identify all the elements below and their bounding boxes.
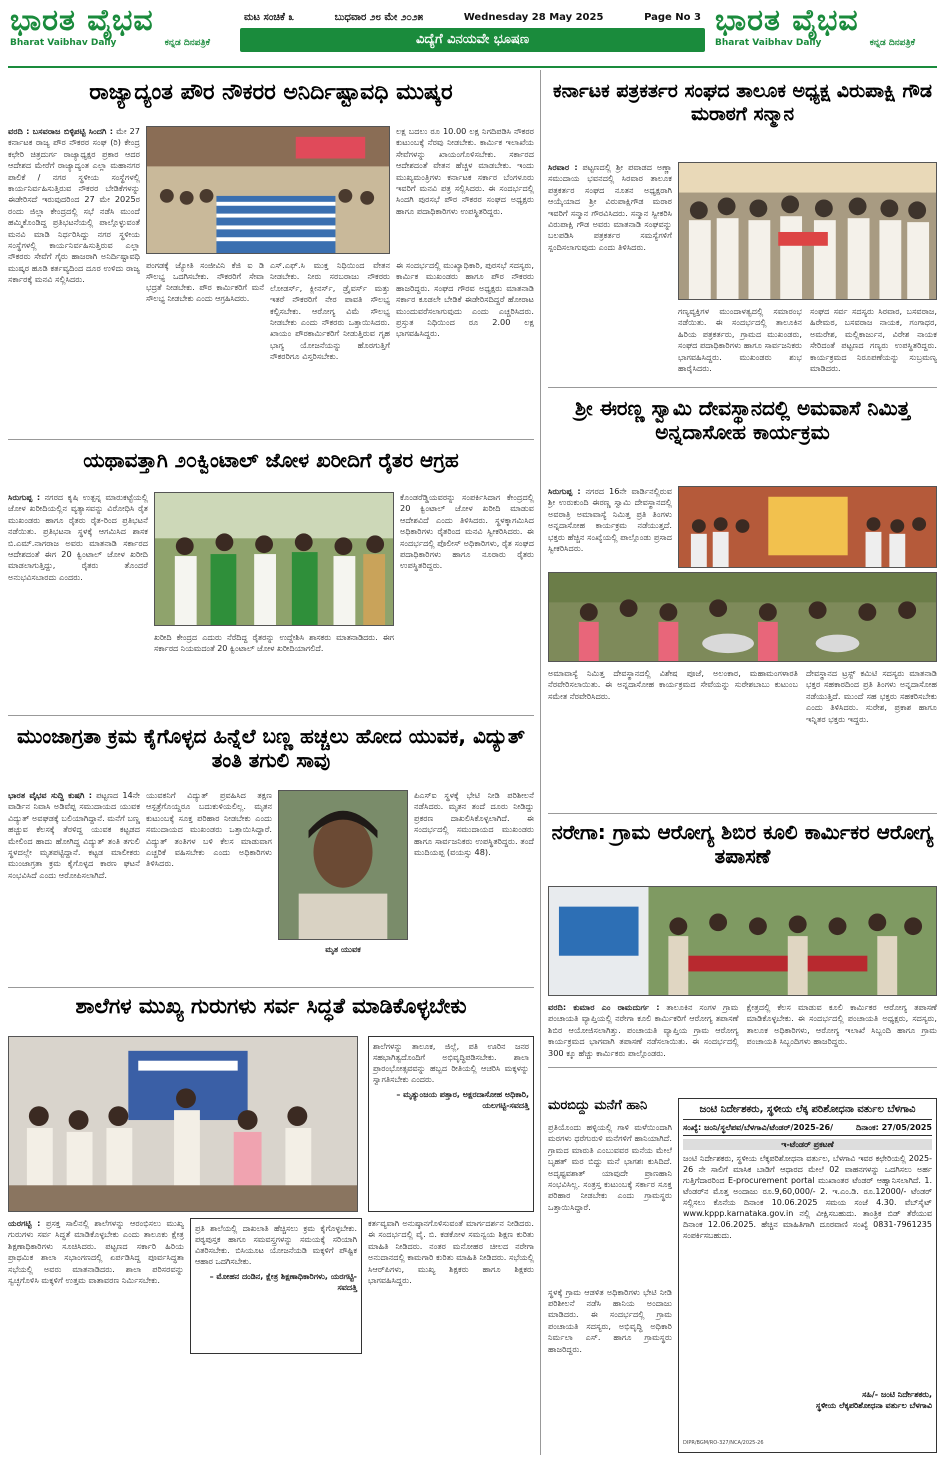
dateline: ಭಾರತ ವೈಭವ ಸುದ್ದಿ ಕುಷಗಿ : <box>8 790 93 800</box>
article-journalist-honor <box>548 80 937 388</box>
article-body-col3 <box>810 306 937 384</box>
article-body-col3 <box>414 790 534 984</box>
dateline: ಯರಗಟ್ಟಿ : <box>8 1218 41 1228</box>
dateline: ಸಿರುಗುಪ್ಪ : <box>548 486 581 496</box>
article-text: ಕ್ಷೇತ್ರದಲ್ಲಿ ಕೆಲಸ ಮಾಡುವ ಕೂಲಿ ಕಾರ್ಮಿಕರ ಆರೋಗ್ಯ ತಪಾಸಣೆ ಮಾಡಿಕೊಳ್ಳಬೇಕು. ಈ ಸಂದರ್ಭದಲ್ಲಿ ಪಂಚಾಯತಿ ಅಧ್ಯಕ್ಷರು, ಸದಸ್ಯರು, ತಾಲೂಕ ಅಧಿಕಾರಿಗಳು, ಆರೋಗ್ಯ ಇಲಾಖೆ ಸಿಬ್ಬಂದಿ ಹಾಗೂ ಗ್ರಾಮ ಪಂಚಾಯತಿ ಸಿಬ್ಬಂದಿಗಳು ಹಾಜರಿದ್ದರು. <box>746 1002 937 1047</box>
victim-photo <box>278 790 408 940</box>
brand-logo-left <box>10 4 230 60</box>
date-kannada: ಬುಧವಾರ ೨೮ ಮೇ ೨೦೨೫ <box>334 11 424 23</box>
brand-sub <box>10 38 210 48</box>
tender-notice <box>678 1098 937 1453</box>
quote-text: ಶಾಲೆಗಳನ್ನು ತಾಲೂಕ, ಜಿಲ್ಲೆ, ಪತಿ ಊರಿನ ಜನರ ಸಹಭಾಗಿತ್ವದೊಂದಿಗೆ ಅಭಿವೃದ್ಧಿಪಡಿಸಬೇಕು. ಶಾಲಾ ಪ್ರಾರಂಭೋತ್ಸವವನ್ನು ಹಬ್ಬದ ರೀತಿಯಲ್ಲಿ ಆಚರಿಸಿ ಮಕ್ಕಳನ್ನು ಸ್ವಾಗತಿಸಬೇಕು ಎಂದರು. <box>373 1042 529 1084</box>
tender-sign-2: ಸ್ಥಳೀಯ ಲೆಕ್ಕಪರಿಶೋಧನಾ ವರ್ತುಲ ಬೆಳಗಾವಿ <box>815 1401 932 1410</box>
tender-tag: ಇ-ಟೆಂಡರ್ ಪ್ರಕಟಣೆ <box>683 1139 932 1150</box>
headline: ಮರಬಿದ್ದು ಮನೆಗೆ ಹಾನಿ <box>548 1098 648 1113</box>
quote-text: ಪ್ರತಿ ಶಾಲೆಯಲ್ಲಿ ದಾಖಲಾತಿ ಹೆಚ್ಚಿಸಲು ಕ್ರಮ ಕೈಗೊಳ್ಳಬೇಕು. ಪಠ್ಯಪುಸ್ತಕ ಹಾಗೂ ಸಮವಸ್ತ್ರಗಳನ್ನು ಸಮಯಕ್ಕೆ ಸರಿಯಾಗಿ ವಿತರಿಸಬೇಕು. ಬಿಸಿಯೂಟ ಯೋಜನೆಯಡಿ ಮಕ್ಕಳಿಗೆ ಪೌಷ್ಟಿಕ ಆಹಾರ ಒದಗಿಸಬೇಕು. <box>195 1224 357 1266</box>
photo-caption: ಪಂಗಡಕ್ಕೆ ಜ್ಯೋತಿ ಸಂಜೀವಿನಿ ಕೆಜಿ ಐ ಡಿ ಸೌಲಭ್ಯ ಒದಗಿಸಬೇಕು. ನೌಕರರಿಗೆ ಸೇವಾ ಭದ್ರತೆ ನೀಡಬೇಕು. ಪೌರ ಕಾರ್ಮಿಕರಿಗೆ ಮನೆ ಸೌಲಭ್ಯ ನೀಡಬೇಕು ಎಂದು ಆಗ್ರಹಿಸಿದರು. <box>146 261 264 303</box>
article-text: ಸಂಘದ ಸರ್ವ ಸದಸ್ಯರು ಸಿರವಾರ, ಬಸವರಾಜ, ಹಿರೇಮಠ, ಬಸವರಾಜ ನಾಯಕ, ಗಂಗಾಧರ, ಅಮರೇಶ, ಮಲ್ಲಿಕಾರ್ಜುನ, ವಿರೇಶ ನಾಯಕ ಸೇರಿದಂತೆ ಪಟ್ಟಣದ ಗಣ್ಯರು ಉಪಸ್ಥಿತರಿದ್ದರು. ಕಾರ್ಯಕ್ರಮದ ನಿರೂಪಣೆಯನ್ನು ಸುಬ್ರಮಣ್ಯ ಮಾಡಿದರು. <box>810 306 937 374</box>
article-body-col2 <box>146 790 272 984</box>
dateline: ಸಿರುಗುಪ್ಪ : <box>8 492 41 502</box>
brand-tagline: ಕನ್ನಡ ದಿನಪತ್ರಿಕೆ <box>869 38 915 48</box>
tender-ref: ಸಂಖ್ಯೆ: ಜಂನಿ/ಸ್ಥಲೆಪವ/ಬೆಳಗಾವಿ/ಟೆಂಡರ್/2025-26/ <box>683 1123 834 1132</box>
tender-date: ದಿನಾಂಕ: 27/05/2025 <box>856 1123 932 1132</box>
article-body-col2 <box>396 126 534 254</box>
article-body-col1 <box>8 790 140 984</box>
article-text: ಈ ಸಂದರ್ಭದಲ್ಲಿ ಮುಖ್ಯಾಧಿಕಾರಿ, ಪುರಸಭೆ ಸದಸ್ಯರು, ಕಾರ್ಮಿಕ ಮುಖಂಡರು ಹಾಗೂ ಪೌರ ನೌಕರರು ಹಾಜರಿದ್ದರು. ಸಂಘದ ಗೌರವ ಅಧ್ಯಕ್ಷರು ಮಾತನಾಡಿ ಸರ್ಕಾರ ಕೂಡಲೇ ಬೇಡಿಕೆ ಈಡೇರಿಸದಿದ್ದರೆ ಹೋರಾಟ ಮುಂದುವರೆಸಲಾಗುವುದು ಎಂದು ಎಚ್ಚರಿಸಿದರು. ಪ್ರಸ್ತುತ ನಿಧಿಯಿಂದ ರೂ 2.00 ಲಕ್ಷ ಭಾಗವಹಿಸಿದ್ದರು. <box>396 260 534 339</box>
article-text <box>8 790 140 984</box>
article-text: ಲಕ್ಷ ಬದಲು ರೂ 10.00 ಲಕ್ಷ ನಿಗದಿಪಡಿಸಿ ನೌಕರರ ಕುಟುಂಬಕ್ಕೆ ನೆರವು ನೀಡಬೇಕು. ಕಾರ್ಮಿಕ ಇಲಾಖೆಯ ಸೇವೆಗಳನ್ನು ಖಾಯಂಗೊಳಿಸಬೇಕು. ಸರ್ಕಾರದ ಆದೇಶದಂತೆ ವೇತನ ಹೆಚ್ಚಳ ಮಾಡಬೇಕು. ಇಂದು ಮುಖ್ಯಮಂತ್ರಿಗಳು ಕರ್ನಾಟಕ ಸರ್ಕಾರ ಬೆಂಗಳೂರು ಇವರಿಗೆ ಮನವಿ ಪತ್ರ ಸಲ್ಲಿಸಿದರು. ಈ ಸಂದರ್ಭದಲ್ಲಿ ಸಿಂದಗಿ ಪುರಸಭೆ ಪೌರ ನೌಕರರ ಸಂಘದ ಅಧ್ಯಕ್ಷರು ಹಾಗೂ ಪದಾಧಿಕಾರಿಗಳು ಉಪಸ್ಥಿತರಿದ್ದರು. <box>396 126 534 216</box>
photo-caption: ಖರೀದಿ ಕೇಂದ್ರದ ಎದುರು ನೆರೆದಿದ್ದ ರೈತರನ್ನು ಉದ್ದೇಶಿಸಿ ಶಾಸಕರು ಮಾತನಾಡಿದರು. ಈಗ ಸರ್ಕಾರದ ನಿಯಮದಂತೆ 20 ಕ್ವಿಂಟಾಲ್ ಜೋಳ ಖರೀದಿಯಾಗಲಿದೆ. <box>154 633 394 653</box>
page-number: Page No 3 <box>644 11 701 23</box>
body-text: ಪ್ರಸಕ್ತ ಸಾಲಿನಲ್ಲಿ ಶಾಲೆಗಳನ್ನು ಆರಂಭಿಸಲು ಮುಖ್ಯ ಗುರುಗಳು ಸರ್ವ ಸಿದ್ಧತೆ ಮಾಡಿಕೊಳ್ಳಬೇಕು ಎಂದು ತಾಲೂಕು ಕ್ಷೇತ್ರ ಶಿಕ್ಷಣಾಧಿಕಾರಿಗಳು ಸೂಚಿಸಿದರು. ಪಟ್ಟಣದ ಸರ್ಕಾರಿ ಹಿರಿಯ ಪ್ರಾಥಮಿಕ ಶಾಲಾ ಸಭಾಂಗಣದಲ್ಲಿ ಏರ್ಪಡಿಸಿದ್ದ ಪೂರ್ವಸಿದ್ಧತಾ ಸಭೆಯಲ್ಲಿ ಅವರು ಮಾತನಾಡಿದರು. ಶಾಲಾ ಪರಿಸರವನ್ನು ಸ್ವಚ್ಛಗೊಳಿಸಿ ಮಕ್ಕಳಿಗೆ ಉತ್ತಮ ವಾತಾವರಣ ನಿರ್ಮಿಸಬೇಕು. <box>8 1218 184 1286</box>
article-body-col1 <box>548 162 672 384</box>
headline: ಮುಂಜಾಗ್ರತಾ ಕ್ರಮ ಕೈಗೊಳ್ಳದ ಹಿನ್ನೆಲೆ ಬಣ್ಣ ಹಚ್ಚಲು ಹೋದ ಯುವಕ, ವಿದ್ಯುತ್ ತಂತಿ ತಗುಲಿ ಸಾವು <box>16 724 526 772</box>
article-temple-annadasoha <box>548 396 937 814</box>
meeting-photo <box>8 1036 358 1212</box>
health-camp-photo <box>548 886 937 996</box>
body-text: ತಾಲೂಕಿನ ಸಂಗಳ ಗ್ರಾಮ ಪಂಚಾಯತಿ ವ್ಯಾಪ್ತಿಯಲ್ಲಿ ನರೇಗಾ ಕೂಲಿ ಕಾರ್ಮಿಕರಿಗೆ ಆರೋಗ್ಯ ತಪಾಸಣೆ ಶಿಬಿರ ಆಯೋಜಿಸಲಾಗಿತ್ತು. ಪಂಚಾಯತಿ ವ್ಯಾಪ್ತಿಯ ಗ್ರಾಮ ಆರೋಗ್ಯ ಕಾರ್ಯಕ್ರಮದ ಭಾಗವಾಗಿ ತಪಾಸಣೆ ನಡೆಸಲಾಯಿತು. ಈ ಸಂದರ್ಭದಲ್ಲಿ 300 ಕ್ಕೂ ಹೆಚ್ಚು ಕಾರ್ಮಿಕರು ಪಾಲ್ಗೊಂಡರು. <box>548 1002 739 1058</box>
headline: ನರೇಗಾ: ಗ್ರಾಮ ಆರೋಗ್ಯ ಶಿಬಿರ ಕೂಲಿ ಕಾರ್ಮಿಕರ ಆರೋಗ್ಯ ತಪಾಸಣೆ <box>551 820 934 868</box>
headline: ರಾಜ್ಯಾದ್ಯಂತ ಪೌರ ನೌಕರರ ಅನಿರ್ದಿಷ್ಟಾವಧಿ ಮುಷ್ಕರ <box>89 80 453 105</box>
article-body <box>548 1122 672 1449</box>
masthead-center <box>240 6 705 60</box>
brand-english: Bharat Vaibhav Daily <box>10 38 117 48</box>
dateline: ಸಿರವಾರ : <box>548 162 578 172</box>
tender-title: ಜಂಟಿ ನಿರ್ದೇಶಕರು, ಸ್ಥಳೀಯ ಲೆಕ್ಕ ಪರಿಶೋಧನಾ ವರ್ತುಲ ಬೆಳಗಾವಿ <box>699 1104 916 1115</box>
brand-title: ಭಾರತ ವೈಭವ <box>10 3 154 38</box>
tender-sign-1: ಸಹಿ/- ಜಂಟಿ ನಿರ್ದೇಶಕರು, <box>862 1390 932 1399</box>
issue-meta <box>240 6 705 28</box>
article-body-col1 <box>8 126 140 436</box>
temple-photo <box>678 486 937 568</box>
article-body <box>548 1002 937 1064</box>
body-text: ಪಟ್ಟಣದಲ್ಲಿ ಶ್ರೀ ಪವಾಡದ ಅಣ್ಣಾ ಸಮುದಾಯ ಭವನದಲ್ಲಿ ಸಿರವಾರ ತಾಲೂಕ ಪತ್ರಕರ್ತರ ಸಂಘದ ನೂತನ ಅಧ್ಯಕ್ಷರಾಗಿ ಆಯ್ಕೆಯಾದ ಶ್ರೀ ವಿರುಪಾಕ್ಷಿಗೌಡ ಮರಾಠ ಇವರಿಗೆ ಸನ್ಮಾನ ಗೌರವಿಸಿದರು. ಸನ್ಮಾನ ಸ್ವೀಕರಿಸಿ ವಿರುಪಾಕ್ಷಿ ಗೌಡ ಅವರು ಮಾತನಾಡಿ ಸಂಘವನ್ನು ಬಲಪಡಿಸಿ ಪತ್ರಕರ್ತರ ಸಮಸ್ಯೆಗಳಿಗೆ ಸ್ಪಂದಿಸಲಾಗುವುದು ಎಂದು ತಿಳಿಸಿದರು. <box>548 162 672 252</box>
quote-box-1 <box>368 1036 534 1212</box>
article-body-col2 <box>678 306 802 384</box>
article-body-col3 <box>270 260 390 436</box>
article-text <box>8 1218 184 1449</box>
article-text <box>548 1002 739 1064</box>
farmers-photo <box>154 492 394 626</box>
headline: ಶ್ರೀ ಈರಣ್ಣ ಸ್ವಾಮಿ ದೇವಸ್ಥಾನದಲ್ಲಿ ಅಮವಾಸೆ ನಿಮಿತ್ತ ಅನ್ನದಾಸೋಹ ಕಾರ್ಯಕ್ರಮ <box>575 396 910 444</box>
dateline: ವರದಿ : ಬಸವರಾಜ ಬಿಳ್ಳಿಪಟ್ಟಿ ಸಿಂದಗಿ : <box>8 126 114 136</box>
strike-photo <box>146 126 390 254</box>
quote-attribution: – ಮೋಹನ ದಂಡಿನ, ಕ್ಷೇತ್ರ ಶಿಕ್ಷಣಾಧಿಕಾರಿಗಳು, ಯರಗಟ್ಟಿ-ಸವದತ್ತಿ <box>209 1272 357 1292</box>
masthead-rule <box>8 66 937 68</box>
article-text: ಪ್ರತಿಯೊಂದು ಹಳ್ಳಿಯಲ್ಲಿ ಗಾಳಿ ಮಳೆಯಿಂದಾಗಿ ಮರಗಳು ಧರೆಗುರುಳಿ ಮನೆಗಳಿಗೆ ಹಾನಿಯಾಗಿದೆ. ಗ್ರಾಮದ ಮಾರುತಿ ಎಂಬುವವರ ಮನೆಯ ಮೇಲೆ ಬೃಹತ್ ಮರ ಬಿದ್ದು ಮನೆ ಭಾಗಶಃ ಕುಸಿದಿದೆ. ಅದೃಷ್ಟವಶಾತ್ ಯಾವುದೇ ಪ್ರಾಣಹಾನಿ ಸಂಭವಿಸಿಲ್ಲ. ಸಂತ್ರಸ್ತ ಕುಟುಂಬಕ್ಕೆ ಸರ್ಕಾರ ಸೂಕ್ತ ಪರಿಹಾರ ನೀಡಬೇಕು ಎಂದು ಗ್ರಾಮಸ್ಥರು ಒತ್ತಾಯಿಸಿದ್ದಾರೆ. <box>548 1122 672 1212</box>
motto: ವಿದ್ಯೆಗೆ ವಿನಯವೇ ಭೂಷಣ <box>240 28 705 52</box>
food-serving-photo <box>548 572 937 662</box>
masthead <box>0 0 945 64</box>
brand-tagline: ಕನ್ನಡ ದಿನಪತ್ರಿಕೆ <box>164 38 210 48</box>
issue-number: ಮಟ ಸಂಚಿಕೆ ೩ <box>244 11 294 23</box>
body-text: ನಗರದ ಕೃಷಿ ಉತ್ಪನ್ನ ಮಾರುಕಟ್ಟೆಯಲ್ಲಿ ಜೋಳ ಖರೀದಿಯಲ್ಲಿನ ವ್ಯತ್ಯಾಸವನ್ನು ವಿರೋಧಿಸಿ ರೈತ ಮುಖಂಡರು ಹಾಗೂ ರೈತರು ರೈತ-ರಿಂದ ಪ್ರತಿಭಟನೆ ನಡೆಯಿತು. ಪ್ರತಿಭಟನಾ ಸ್ಥಳಕ್ಕೆ ಆಗಮಿಸಿದ ಶಾಸಕ ಬಿ.ಎಮ್.ನಾಗರಾಜ ಅವರು ಮಾತನಾಡಿ ಸರ್ಕಾರದ ಆದೇಶದಂತೆ ಈಗ 20 ಕ್ವಿಂಟಾಲ್ ಜೋಳ ಖರೀದಿ ಮಾಡಲಾಗುತ್ತಿದ್ದು, ರೈತರು ತೊಂದರೆ ಅನುಭವಿಸಬಾರದು ಎಂದರು. <box>8 492 148 582</box>
article-text: ಯುವಕನಿಗೆ ವಿದ್ಯುತ್ ಪ್ರವಹಿಸಿದ ತಕ್ಷಣ ಆಸ್ಪತ್ರೆಗೊಯ್ದರೂ ಬದುಕುಳಿಯಲಿಲ್ಲ. ಮೃತನ ಕುಟುಂಬಕ್ಕೆ ಸೂಕ್ತ ಪರಿಹಾರ ನೀಡಬೇಕು ಎಂದು ಸಮುದಾಯದ ಮುಖಂಡರು ಒತ್ತಾಯಿಸಿದ್ದಾರೆ. ವಿದ್ಯುತ್ ತಂತಿಗಳ ಬಳಿ ಕೆಲಸ ಮಾಡುವಾಗ ಎಚ್ಚರಿಕೆ ವಹಿಸಬೇಕು ಎಂದು ಅಧಿಕಾರಿಗಳು ತಿಳಿಸಿದರು. <box>146 790 272 869</box>
dateline: ವರದಿ: ಕುಮಾರ ಎಂ ರಾಮದುರ್ಗ : <box>548 1002 660 1012</box>
article-text <box>8 492 148 712</box>
brand-logo-right <box>715 4 935 60</box>
article-text: ಸ್ಥಳಕ್ಕೆ ಗ್ರಾಮ ಆಡಳಿತ ಅಧಿಕಾರಿಗಳು ಭೇಟಿ ನೀಡಿ ಪರಿಶೀಲನೆ ನಡೆಸಿ ಹಾನಿಯ ಅಂದಾಜು ಮಾಡಿದರು. ಈ ಸಂದರ್ಭದಲ್ಲಿ ಗ್ರಾಮ ಪಂಚಾಯತಿ ಸದಸ್ಯರು, ಅಭಿವೃದ್ಧಿ ಅಧಿಕಾರಿ ನಿರ್ಮಲಾ ಎಸ್. ಹಾಗೂ ಗ್ರಾಮಸ್ಥರು ಹಾಜರಿದ್ದರು. <box>548 1286 672 1354</box>
article-text <box>548 162 672 384</box>
column-divider <box>540 70 541 1455</box>
article-school-preparation <box>8 994 534 1453</box>
article-body-col3 <box>368 1218 534 1449</box>
article-electrocution <box>8 724 534 988</box>
brand-sub <box>715 38 915 48</box>
headline: ಶಾಲೆಗಳ ಮುಖ್ಯ ಗುರುಗಳು ಸರ್ವ ಸಿದ್ಧತೆ ಮಾಡಿಕೊಳ್ಳಬೇಕು <box>75 994 467 1018</box>
article-text: ಗಣ್ಯವ್ಯಕ್ತಿಗಳ ಮುಂದಾಳತ್ವದಲ್ಲಿ ಸಮಾರಂಭ ನಡೆಯಿತು. ಈ ಸಂದರ್ಭದಲ್ಲಿ ತಾಲೂಕಿನ ಹಿರಿಯ ಪತ್ರಕರ್ತರು, ಗ್ರಾಮದ ಮುಖಂಡರು, ಸಂಘದ ಪದಾಧಿಕಾರಿಗಳು ಹಾಗೂ ಸಾರ್ವಜನಿಕರು ಭಾಗವಹಿಸಿದ್ದರು. ಮುಖಂಡರು ಶುಭ ಹಾರೈಸಿದರು. <box>678 306 802 374</box>
quote-attribution: – ಮೃತ್ಯುಂಜಯ ಪತ್ತಾರ, ಅಕ್ಷರದಾಸೋಹ ಅಧಿಕಾರಿ, ಯಲಗಟ್ಟಿ-ಸವದತ್ತಿ <box>396 1090 529 1110</box>
article-text: ಅಮಾವಾಸ್ಯೆ ನಿಮಿತ್ತ ದೇವಸ್ಥಾನದಲ್ಲಿ ವಿಶೇಷ ಪೂಜೆ, ಅಲಂಕಾರ, ಮಹಾಮಂಗಳಾರತಿ ನೆರವೇರಿಸಲಾಯಿತು. ಈ ಅನ್ನದಾಸೋಹ ಕಾರ್ಯಕ್ರಮದ ಸೇವೆಯನ್ನು ಸುರೇಶಬಾಬು ಕುಟುಂಬ ಸಮೇತ ನೆರವೇರಿಸಿದರು. <box>548 668 798 701</box>
tender-code: DIPR/BGM/RO-327/NCA/2025-26 <box>683 1440 764 1446</box>
article-text: ಕೊಂಡರೆಡ್ಡಿಯವರನ್ನು ಸಂಪರ್ಕಿಸಿದಾಗ ಕೇಂದ್ರದಲ್ಲಿ 20 ಕ್ವಿಂಟಾಲ್ ಜೋಳ ಖರೀದಿ ಮಾಡುವ ಆದೇಶವಿದೆ ಎಂದು ತಿಳಿಸಿದರು. ಸ್ಥಳಕ್ಕಾಗಮಿಸಿದ ಅಧಿಕಾರಿಗಳು ರೈತರಿಂದ ಮನವಿ ಸ್ವೀಕರಿಸಿದರು. ಈ ಸಂದರ್ಭದಲ್ಲಿ ಪೊಲೀಸ್ ಅಧಿಕಾರಿಗಳು, ರೈತ ಸಂಘದ ಪದಾಧಿಕಾರಿಗಳು ಹಾಗೂ ನೂರಾರು ರೈತರು ಉಪಸ್ಥಿತರಿದ್ದರು. <box>400 492 534 571</box>
article-body-col3 <box>806 668 937 810</box>
photo-caption: ಮೃತ ಯುವಕ <box>325 945 361 954</box>
article-body-col1 <box>8 492 148 712</box>
tender-body: ಜಂಟಿ ನಿರ್ದೇಶಕರು, ಸ್ಥಳೀಯ ಲೆಕ್ಕಪರಿಶೋಧನಾ ವರ್ತುಲ, ಬೆಳಗಾವಿ ಇವರ ಕಛೇರಿಯಲ್ಲಿ 2025-26 ನೇ ಸಾಲಿಗೆ ಮಾಸಿಕ ಬಾಡಿಗೆ ಆಧಾರದ ಮೇಲೆ 02 ವಾಹನಗಳನ್ನು ಒದಗಿಸಲು ಅರ್ಹ ಗುತ್ತಿಗೆದಾರರಿಂದ E-procurement portal ಮುಖಾಂತರ ಟೆಂಡರ್ ಆಹ್ವಾನಿಸಲಾಗಿದೆ. 1. ಟೆಂಡರ್‌ನ ಮೊತ್ತ ಅಂದಾಜು ರೂ.9,60,000/- 2. ಇ.ಎಂ.ಡಿ. ರೂ.12000/- ಟೆಂಡರ್ ಸಲ್ಲಿಸಲು ಕೊನೆಯ ದಿನಾಂಕ 10.06.2025 ಸಮಯ ಸಂಜೆ 4.30. ವೆಬ್‌ಸೈಟ್ www.kppp.karnataka.gov.in ನಲ್ಲಿ ವೀಕ್ಷಿಸಬಹುದು. ತಾಂತ್ರಿಕ ಬಿಡ್ ತೆರೆಯುವ ದಿನಾಂಕ 12.06.2025. ಹೆಚ್ಚಿನ ಮಾಹಿತಿಗಾಗಿ ದೂರವಾಣಿ ಸಂಖ್ಯೆ 0831-7961235 ಸಂಪರ್ಕಿಸಬಹುದು. <box>683 1154 932 1240</box>
body-text: ಮೇ 27 ಕರ್ನಾಟಕ ರಾಜ್ಯ ಪೌರ ನೌಕರರ ಸಂಘ (ರಿ) ಕೇಂದ್ರ ಕಛೇರಿ ಚಿತ್ರದುರ್ಗ ರಾಜ್ಯಾಧ್ಯಕ್ಷರ ಪ್ರಕಾರ ಆದರ ಆದೇಶದ ಮೇರೆಗೆ ರಾಜ್ಯಾದ್ಯಂತ ಎಲ್ಲಾ ಮಹಾನಗರ ಪಾಲಿಕೆ / ನಗರ ಸ್ಥಳೀಯ ಸಂಸ್ಥೆಗಳಲ್ಲಿ ಕಾರ್ಯನಿರ್ವಹಿಸುತ್ತಿರುವ ನೌಕರರ ಬೇಡಿಕೆಗಳನ್ನು ಈಡೇರಿಸದೆ ಇರುವುದರಿಂದ 27 ಮೇ 2025ರ ರಂದು ಜಿಲ್ಲಾ ಕೇಂದ್ರದಲ್ಲಿ ಸಭೆ ನಡೆಸಿ ಮುಂದೆ ಹಮ್ಮಿಕೊಂಡಿದ್ದ ಪ್ರತಿಭಟನೆಯಲ್ಲಿ ಪಾಲ್ಗೊಳ್ಳುವಂತೆ ಮನವಿ ಮಾಡಿ ನಿರ್ಧರಿಸಿದ್ದು ನಗರ ಸ್ಥಳೀಯ ಸಂಸ್ಥೆಗಳಲ್ಲಿ ಕಾರ್ಯನಿರ್ವಹಿಸುತ್ತಿರುವ ಎಲ್ಲಾ ನೌಕರರು ಸೇವೆಗೆ ಗೈರು ಹಾಜರಾಗಿ ಅನಿರ್ದಿಷ್ಟಾವಧಿ ಮುಷ್ಕರ ಹೂಡಿ ಕರ್ತವ್ಯದಿಂದ ದೂರ ಉಳಿದು ರಾಜ್ಯ ಸರ್ಕಾರಕ್ಕೆ ಮನವಿ ಸಲ್ಲಿಸಿದರು. <box>8 126 140 285</box>
article-text <box>548 486 672 568</box>
article-jowar-purchase <box>8 448 534 716</box>
article-text: ಎಸ್.ಎಫ್.ಸಿ ಮುಕ್ತ ನಿಧಿಯಿಂದ ವೇತನ ನೀಡಬೇಕು. ನೀರು ಸರಬರಾಜು ನೌಕರರು ಲೋಡರ್ಸ್, ಕ್ಲೀನರ್ಸ್, ಡ್ರೈವರ್ಸ್ ಮತ್ತು ಇತರೆ ನೌಕರರಿಗೆ ನೇರ ಪಾವತಿ ಸೌಲಭ್ಯ ಕಲ್ಪಿಸಬೇಕು. ಆರೋಗ್ಯ ವಿಮೆ ಸೌಲಭ್ಯ ನೀಡಬೇಕು ಎಂದು ನೌಕರರು ಒತ್ತಾಯಿಸಿದರು. ಖಾಯಂ ಪೌರಕಾರ್ಮಿಕರಿಗೆ ನೀಡುತ್ತಿರುವ ಗೃಹ ಭಾಗ್ಯ ಯೋಜನೆಯನ್ನು ಹೊರಗುತ್ತಿಗೆ ನೌಕರರಿಗೂ ವಿಸ್ತರಿಸಬೇಕು. <box>270 260 390 362</box>
article-body-col1 <box>548 486 672 568</box>
brand-title: ಭಾರತ ವೈಭವ <box>715 3 859 38</box>
headline: ಕರ್ನಾಟಕ ಪತ್ರಕರ್ತರ ಸಂಘದ ತಾಲೂಕ ಅಧ್ಯಕ್ಷ ವಿರುಪಾಕ್ಷಿ ಗೌಡ ಮರಾಠಗೆ ಸನ್ಮಾನ <box>553 80 932 125</box>
article-nrega-health-camp <box>548 820 937 1068</box>
article-body-col2 <box>548 668 798 810</box>
body-text: ನಗರದ 16ನೇ ವಾರ್ಡಿನಲ್ಲಿರುವ ಶ್ರೀ ಉರುಕುಂದಿ ಈರಣ್ಣ ಸ್ವಾಮಿ ದೇವಸ್ಥಾನದಲ್ಲಿ ಅವರಾತ್ರಿ ಅಮಾವಾಸ್ಯೆ ನಿಮಿತ್ತ ಪ್ರತಿ ತಿಂಗಳು ಅನ್ನದಾಸೋಹ ಕಾರ್ಯಕ್ರಮ ನಡೆಯುತ್ತದೆ. ಭಕ್ತರು ಹೆಚ್ಚಿನ ಸಂಖ್ಯೆಯಲ್ಲಿ ಪಾಲ್ಗೊಂಡು ಪ್ರಸಾದ ಸ್ವೀಕರಿಸಿದರು. <box>548 486 672 554</box>
honor-photo <box>678 162 937 300</box>
tender-ref-row <box>683 1119 932 1136</box>
article-text <box>8 126 140 436</box>
article-tree-fall <box>548 1098 672 1453</box>
article-body-col2 <box>400 492 534 712</box>
article-body-col4 <box>396 260 534 436</box>
quote-box-2 <box>190 1218 362 1354</box>
article-text: ಕರ್ತವ್ಯವಾಗಿ ಅನುಷ್ಠಾನಗೊಳಿಸುವಂತೆ ಮಾರ್ಗದರ್ಶನ ನೀಡಿದರು. ಈ ಸಂದರ್ಭದಲ್ಲಿ ವೈ. ಬಿ. ಕಡಕೋಳ ಸಮನ್ವಯ ಶಿಕ್ಷಣ ಕುರಿತು ಮಾಹಿತಿ ನೀಡಿದರು. ನಂತರ ಮನೋಹರ ಚೀಲದ ನರೇಗಾ ಅನುದಾನದಲ್ಲಿ ಕಾಮಗಾರಿ ಕುರಿತು ಮಾಹಿತಿ ನೀಡಿದರು. ಸಭೆಯಲ್ಲಿ ಸಿಆರ್‌ಪಿಗಳು, ಮುಖ್ಯ ಶಿಕ್ಷಕರು ಹಾಗೂ ಶಿಕ್ಷಕರು ಭಾಗವಹಿಸಿದ್ದರು. <box>368 1218 534 1286</box>
article-text: ದೇವಸ್ಥಾನದ ಟ್ರಸ್ಟ್ ಕಮಿಟಿ ಸದಸ್ಯರು ಮಾತನಾಡಿ ಭಕ್ತರ ಸಹಕಾರದಿಂದ ಪ್ರತಿ ತಿಂಗಳು ಅನ್ನದಾಸೋಹ ನಡೆಯುತ್ತಿದೆ. ಮುಂದೆ ಸಹ ಭಕ್ತರು ಸಹಕರಿಸಬೇಕು ಎಂದು ತಿಳಿಸಿದರು. ಸುರೇಶ, ಪ್ರಕಾಶ ಹಾಗೂ ಇನ್ನಿತರ ಭಕ್ತರು ಇದ್ದರು. <box>806 668 937 724</box>
article-text: ಪಿಎಸ್ಐ ಸ್ಥಳಕ್ಕೆ ಭೇಟಿ ನೀಡಿ ಪರಿಶೀಲನೆ ನಡೆಸಿದರು. ಮೃತನ ತಂದೆ ದೂರು ನೀಡಿದ್ದು ಪ್ರಕರಣ ದಾಖಲಿಸಿಕೊಳ್ಳಲಾಗಿದೆ. ಈ ಸಂದರ್ಭದಲ್ಲಿ ಸಮುದಾಯದ ಮುಖಂಡರು ಹಾಗೂ ಸಾರ್ವಜನಿಕರು ಉಪಸ್ಥಿತರಿದ್ದರು. ತಂದೆ ಮುದಿಯಪ್ಪ (ವಯಸ್ಸು 48). <box>414 790 534 858</box>
date-english: Wednesday 28 May 2025 <box>463 11 604 23</box>
article-body-col1 <box>8 1218 184 1449</box>
body-text: ಪಟ್ಟಣದ 14ನೇ ವಾರ್ಡಿನ ನಿವಾಸಿ ಅಡಿವೆಪ್ಪ ಸಮುದಾಯದ ಯುವಕ ವಿದ್ಯುತ್ ಅವಘಡಕ್ಕೆ ಬಲಿಯಾಗಿದ್ದಾನೆ. ಮನೆಗೆ ಬಣ್ಣ ಹಚ್ಚುವ ಕೆಲಸಕ್ಕೆ ತೆರಳಿದ್ದ ಯುವಕ ಕಟ್ಟಡದ ಮೇಲಿಂದ ಹಾದು ಹೋಗಿದ್ದ ವಿದ್ಯುತ್ ತಂತಿ ತಗುಲಿ ಸ್ಥಳದಲ್ಲೇ ಮೃತಪಟ್ಟಿದ್ದಾನೆ. ಕಟ್ಟಡ ಮಾಲೀಕರು ಮುಂಜಾಗ್ರತಾ ಕ್ರಮ ಕೈಗೊಳ್ಳದ ಕಾರಣ ಘಟನೆ ಸಂಭವಿಸಿದೆ ಎಂದು ಆರೋಪಿಸಲಾಗಿದೆ. <box>8 790 140 880</box>
brand-english: Bharat Vaibhav Daily <box>715 38 822 48</box>
article-civic-strike <box>8 80 534 440</box>
headline: ಯಥಾವತ್ತಾಗಿ ೨೦ಕ್ವಿಂಟಾಲ್ ಜೋಳ ಖರೀದಿಗೆ ರೈತರ ಆಗ್ರಹ <box>83 448 459 472</box>
